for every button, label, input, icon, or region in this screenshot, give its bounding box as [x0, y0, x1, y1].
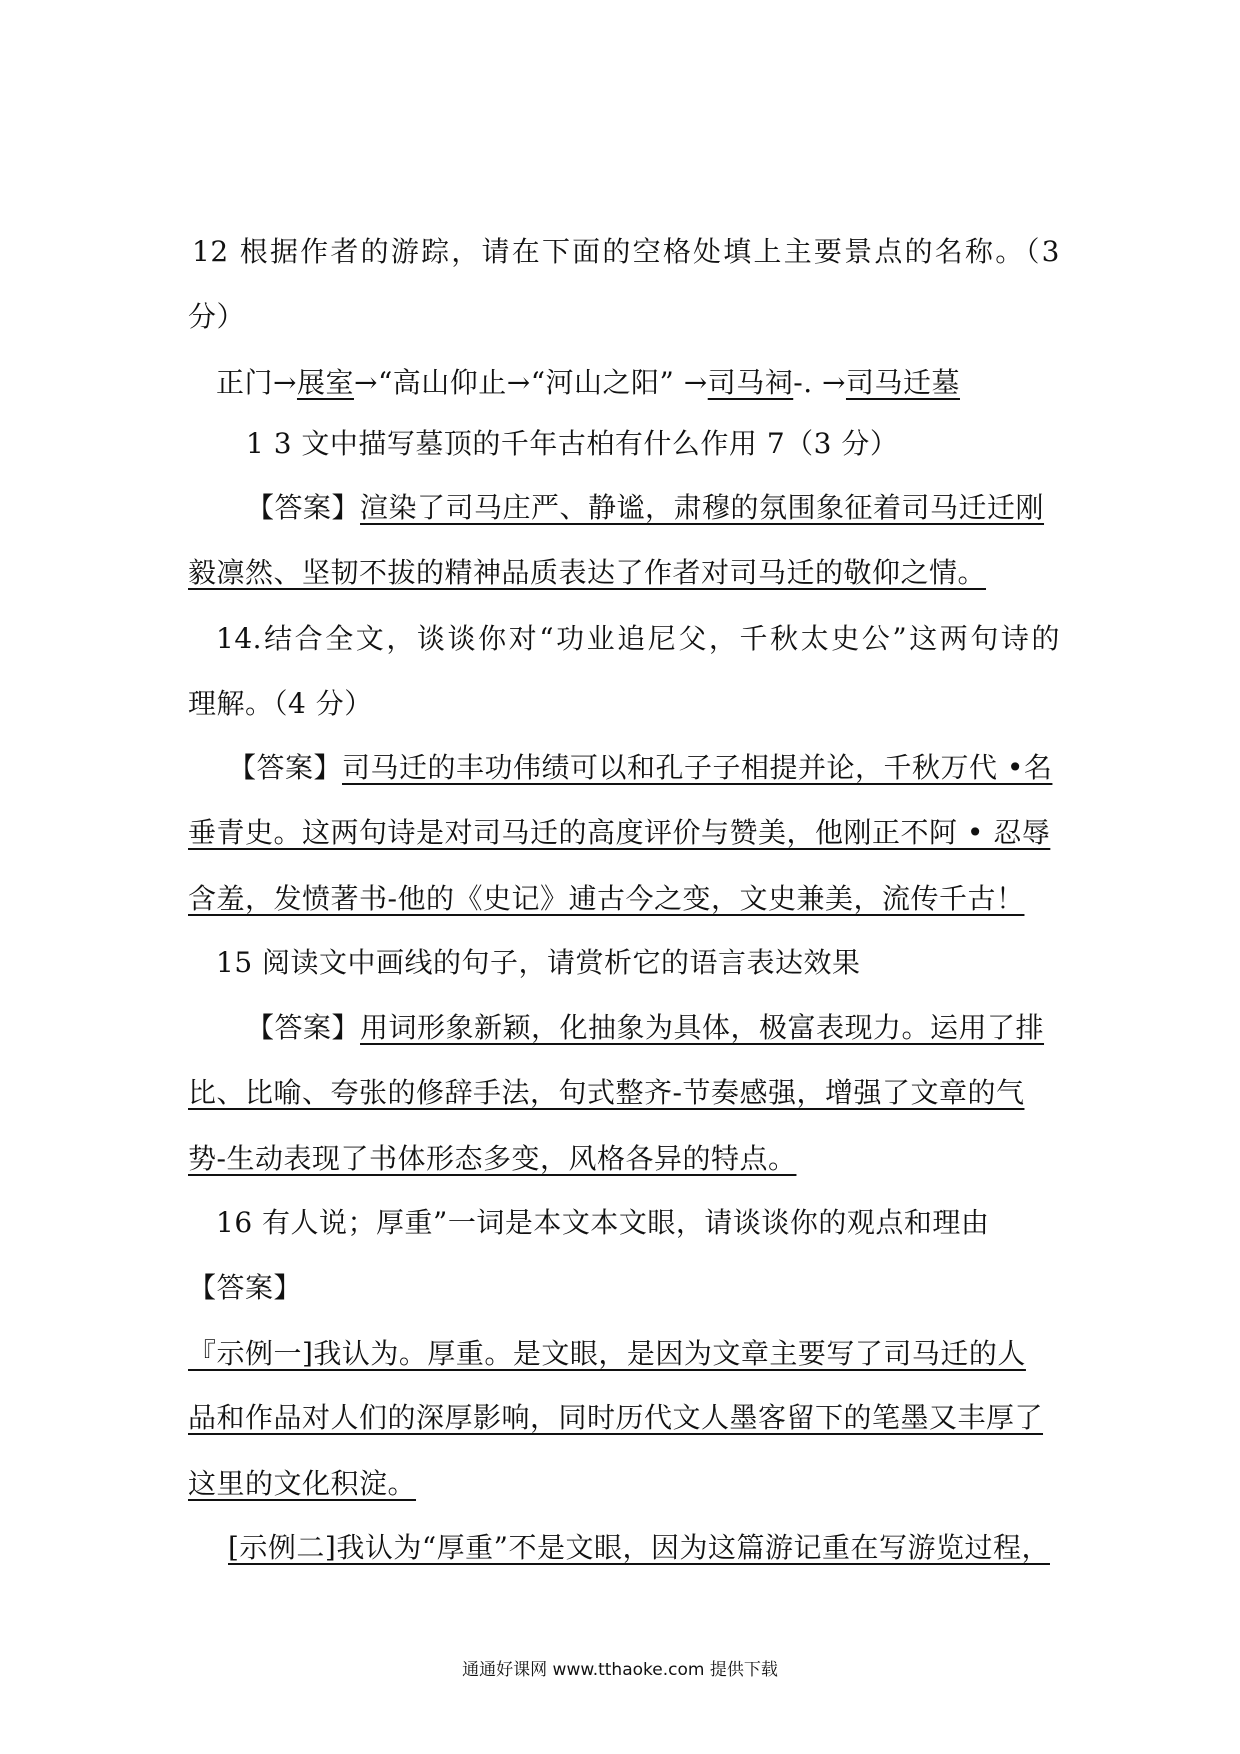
- q16-question: 16 有人说；厚重”一词是本文本文眼，请谈谈你的观点和理由: [216, 1206, 990, 1239]
- q15-answer-line3: [188, 1139, 1060, 1179]
- route-answer-1: 展室: [296, 366, 354, 399]
- q15-answer-line2: [188, 1073, 1060, 1113]
- route-answer-3: 司马迁墓: [845, 366, 960, 399]
- q16-example2-line1: [188, 1528, 1060, 1568]
- route-part-2: →“高山仰止→“河山之阳” →: [353, 366, 708, 399]
- q14-answer-text1: 司马迁的丰功伟绩可以和孔子子相提并论，千秋万代 •名: [342, 751, 1053, 784]
- q14-answer-text2: 垂青史。这两句诗是对司马迁的高度评价与赞美，他刚正不阿 • 忍辱: [188, 816, 1051, 849]
- q13-question: 1 3 文中描写墓顶的千年古柏有什么作用 7（3 分）: [246, 427, 899, 460]
- q14-question-line2: 理解。（4 分）: [188, 687, 373, 720]
- q14-question-line1: 14.结合全文，谈谈你对“功业追尼父，千秋太史公”这两句诗的: [216, 622, 1060, 655]
- q14-answer-line3: [188, 879, 1060, 919]
- q15-answer-text1: 用词形象新颖，化抽象为具体，极富表现力。运用了排: [360, 1011, 1045, 1044]
- q16-example1-text1: 『示例一]我认为。厚重。是文眼，是因为文章主要写了司马迁的人: [188, 1337, 1026, 1370]
- q15-answer-text3: 势-生动表现了书体形态多变，风格各异的特点。: [188, 1142, 797, 1175]
- q13-answer-text2: 毅凛然、坚韧不拔的精神品质表达了作者对司马迁的敬仰之情。: [188, 556, 987, 589]
- q15-answer-text2: 比、比喻、夸张的修辞手法，句式整齐-节奏感强，增强了文章的气: [188, 1076, 1025, 1109]
- q16-example1-line3: [188, 1464, 1060, 1504]
- q14-answer-text3: 含羞，发愤著书-他的《史记》逋古今之变，文史兼美，流传千古！: [188, 882, 1025, 915]
- q15-answer-label: 【答案】: [246, 1011, 361, 1044]
- q16-example1-text3: 这里的文化积淀。: [188, 1467, 417, 1500]
- q16-example1-line1: [188, 1334, 1060, 1374]
- q14-answer-line2: [188, 813, 1060, 853]
- route-part-3: -. →: [793, 366, 846, 399]
- q16-example2-text1: [示例二]我认为“厚重”不是文眼，因为这篇游记重在写游览过程，: [228, 1531, 1050, 1564]
- q15-answer-line1: [246, 1008, 1060, 1048]
- q13-answer-line2: [188, 553, 1060, 593]
- route-part-1: 正门→: [216, 366, 297, 399]
- q12-question-line2: 分）: [188, 300, 246, 333]
- q16-example1-text2: 品和作品对人们的深厚影响，同时历代文人墨客留下的笔墨又丰厚了: [188, 1401, 1044, 1434]
- route-answer-2: 司马祠: [707, 366, 794, 399]
- q12-question-line1: 12 根据作者的游踪，请在下面的空格处填上主要景点的名称。（3: [192, 235, 1060, 268]
- q12-route: [216, 363, 1062, 403]
- q13-answer-label: 【答案】: [246, 491, 361, 524]
- q14-answer-label: 【答案】: [228, 751, 343, 784]
- q15-question: 15 阅读文中画线的句子，请赏析它的语言表达效果: [216, 946, 861, 979]
- q14-answer-line1: [228, 748, 1060, 788]
- q13-answer-text1: 渲染了司马庄严、静谧，肃穆的氛围象征着司马迁迁刚: [360, 491, 1045, 524]
- q16-answer-label: 【答案】: [188, 1271, 303, 1304]
- q13-answer-line1: [246, 488, 1060, 528]
- page-footer: 通通好课网 www.tthaoke.com 提供下载: [462, 1660, 778, 1680]
- q16-example1-line2: [188, 1398, 1060, 1438]
